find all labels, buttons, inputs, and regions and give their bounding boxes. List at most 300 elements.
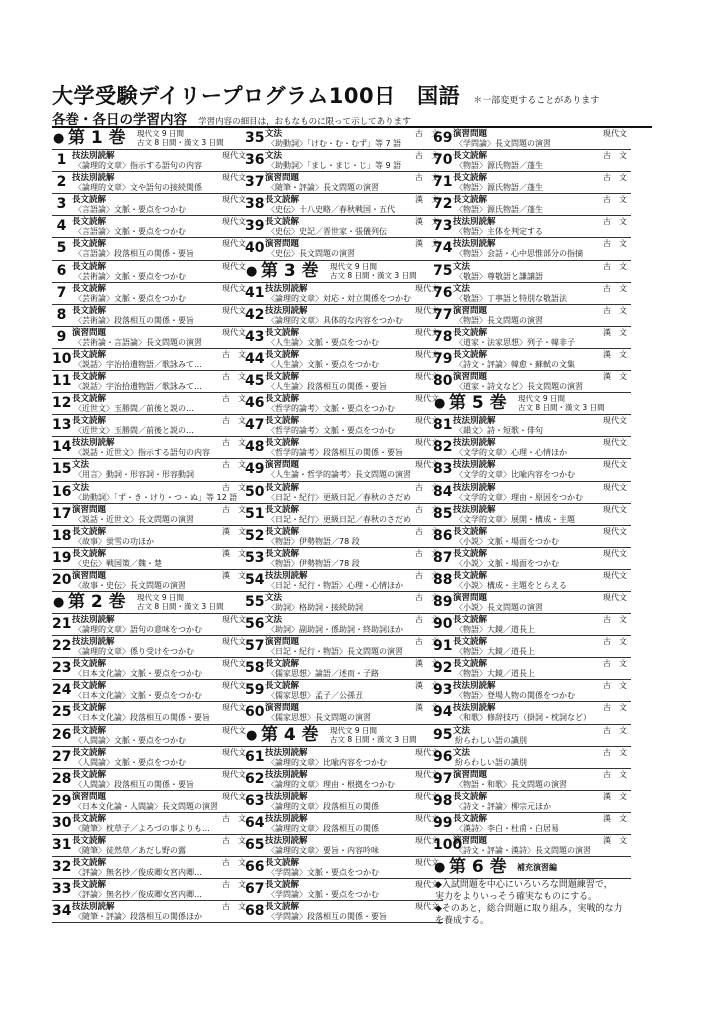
lesson-content: 〈説話・近世文〉長文問題の演習 bbox=[74, 514, 194, 524]
subject-category: 現代文 bbox=[415, 349, 439, 359]
lesson-content: 〈物語〉会話・心中思惟部分の指摘 bbox=[455, 249, 583, 259]
day-number: 57 bbox=[245, 638, 265, 655]
day-number: 100 bbox=[433, 837, 463, 853]
lesson-type: 技法別読解 bbox=[453, 482, 496, 493]
day-number: 37 bbox=[245, 174, 265, 191]
subject-category: 古 文 bbox=[603, 703, 627, 713]
lesson-content: 紛らわしい語の識別 bbox=[455, 757, 527, 767]
volume-header bbox=[52, 128, 250, 150]
day-entry bbox=[52, 636, 250, 658]
day-number: 70 bbox=[433, 152, 453, 169]
day-entry bbox=[52, 702, 250, 724]
lesson-content: 〈故事・史伝〉長文問題の演習 bbox=[74, 580, 186, 590]
lesson-content: 〈日本文化論・人間論〉長文問題の演習 bbox=[74, 801, 218, 811]
day-entry bbox=[433, 548, 631, 570]
subject-category: 古 文 bbox=[415, 482, 439, 492]
day-entry bbox=[52, 393, 250, 415]
lesson-content: 〈小説〉長文問題の演習 bbox=[455, 602, 543, 612]
lesson-type: 長文読解 bbox=[72, 769, 107, 780]
description-line: を養成する。 bbox=[435, 916, 490, 927]
day-entry bbox=[52, 305, 250, 327]
subject-category: 現代文 bbox=[603, 482, 627, 492]
day-number: 53 bbox=[245, 549, 265, 566]
subject-category: 古 文 bbox=[415, 615, 439, 625]
subject-category: 古 文 bbox=[415, 592, 439, 602]
subject-category: 現代文 bbox=[222, 151, 246, 161]
subject-category: 漢 文 bbox=[415, 703, 439, 713]
subject-category: 現代文 bbox=[415, 327, 439, 337]
lesson-content: 〈詩文・評論〉柳宗元ほか bbox=[455, 801, 551, 811]
subject-category: 現代文 bbox=[222, 261, 246, 271]
subject-category: 古 文 bbox=[415, 570, 439, 580]
lesson-type: 長文読解 bbox=[72, 261, 107, 272]
subject-category: 現代文 bbox=[222, 305, 246, 315]
lesson-type: 長文読解 bbox=[72, 349, 107, 360]
lesson-type: 長文読解 bbox=[72, 880, 107, 891]
day-entry bbox=[245, 283, 443, 305]
subtitle-block bbox=[52, 108, 411, 128]
subject-category: 古 文 bbox=[222, 858, 246, 868]
day-number: 29 bbox=[52, 792, 72, 809]
day-entry bbox=[52, 526, 250, 548]
subject-category: 現代文 bbox=[222, 659, 246, 669]
day-number: 27 bbox=[52, 748, 72, 765]
day-number: 87 bbox=[433, 549, 453, 566]
subject-category: 現代文 bbox=[415, 394, 439, 404]
subject-category: 古 文 bbox=[222, 902, 246, 912]
day-number: 55 bbox=[245, 593, 265, 610]
lesson-type: 技法別読解 bbox=[265, 283, 308, 294]
subject-category: 現代文 bbox=[603, 460, 627, 470]
bullet-icon: ● bbox=[53, 131, 65, 146]
subject-category: 古 文 bbox=[603, 637, 627, 647]
lesson-content: 〈儒家思想〉孟子／公孫丑 bbox=[267, 691, 363, 701]
day-entry bbox=[245, 835, 443, 857]
subject-category: 現代文 bbox=[415, 836, 439, 845]
subject-category: 現代文 bbox=[222, 195, 246, 205]
subject-category: 古 文 bbox=[603, 305, 627, 315]
lesson-type: 長文読解 bbox=[265, 681, 300, 692]
day-entry bbox=[245, 150, 443, 172]
day-entry bbox=[245, 459, 443, 481]
lesson-type: 長文読解 bbox=[72, 217, 107, 228]
day-entry bbox=[245, 813, 443, 835]
lesson-type: 演習問題 bbox=[72, 791, 107, 802]
lesson-type: 長文読解 bbox=[72, 239, 107, 250]
lesson-type: 文法 bbox=[453, 725, 471, 736]
day-entry bbox=[52, 415, 250, 437]
day-number: 15 bbox=[52, 461, 72, 478]
subject-category: 現代文 bbox=[415, 902, 439, 912]
day-number: 74 bbox=[433, 240, 453, 257]
subject-category: 漢 文 bbox=[415, 217, 439, 227]
schedule-column-3 bbox=[433, 128, 631, 928]
subject-category: 現代文 bbox=[603, 416, 627, 426]
subject-category: 古 文 bbox=[222, 438, 246, 448]
lesson-content: 〈説話・近世文〉指示する語句の内容 bbox=[74, 448, 210, 458]
volume-days-line2: 古文 8 日間・漢文 3 日間 bbox=[330, 734, 417, 744]
lesson-type: 演習問題 bbox=[265, 637, 300, 648]
lesson-type: 長文読解 bbox=[265, 858, 300, 869]
volume-title: 第 6 巻 bbox=[449, 857, 507, 878]
day-entry bbox=[52, 725, 250, 747]
subject-category: 現代文 bbox=[415, 769, 439, 779]
day-number: 68 bbox=[245, 903, 265, 920]
day-entry bbox=[52, 769, 250, 791]
day-number: 24 bbox=[52, 682, 72, 699]
subject-category: 現代文 bbox=[222, 769, 246, 779]
lesson-content: 〈史伝〉十八史略／春秋戦国・五代 bbox=[267, 205, 395, 215]
lesson-type: 長文読解 bbox=[453, 151, 488, 162]
section-heading: 各巻・各日の学習内容 bbox=[52, 112, 187, 128]
day-number: 45 bbox=[245, 373, 265, 390]
subject-category: 漢 文 bbox=[603, 349, 627, 359]
day-entry bbox=[245, 305, 443, 327]
lesson-type: 長文読解 bbox=[265, 526, 300, 537]
lesson-content: 〈随筆・評論〉段落相互の関係ほか bbox=[74, 912, 202, 922]
lesson-type: 演習問題 bbox=[265, 239, 300, 250]
lesson-type: 技法別読解 bbox=[453, 681, 496, 692]
lesson-content: 〈助動詞〉「けむ・む・むず」等 7 語 bbox=[267, 139, 402, 148]
lesson-content: 〈儒家思想〉長文問題の演習 bbox=[267, 713, 371, 723]
subject-category: 漢 文 bbox=[415, 239, 439, 249]
lesson-type: 長文読解 bbox=[72, 836, 107, 846]
subject-category: 古 文 bbox=[222, 394, 246, 404]
day-entry bbox=[245, 216, 443, 238]
day-number: 90 bbox=[433, 616, 453, 633]
subject-category: 現代文 bbox=[415, 305, 439, 315]
day-number: 56 bbox=[245, 616, 265, 633]
lesson-content: 〈助動詞〉「ず・き・けり・つ・ぬ」等 12 語 bbox=[74, 492, 238, 502]
day-number: 72 bbox=[433, 196, 453, 213]
lesson-content: 〈史伝〉史記／晋世家・張儀列伝 bbox=[267, 227, 387, 237]
subject-category: 漢 文 bbox=[603, 372, 627, 382]
day-number: 82 bbox=[433, 439, 453, 456]
day-number: 62 bbox=[245, 770, 265, 787]
day-entry bbox=[433, 658, 631, 680]
day-entry bbox=[52, 504, 250, 526]
day-number: 50 bbox=[245, 483, 265, 500]
lesson-type: 長文読解 bbox=[265, 217, 300, 228]
lesson-type: 長文読解 bbox=[453, 791, 488, 802]
lesson-content: 〈人生論〉文脈・要点をつかむ bbox=[267, 337, 379, 347]
day-number: 49 bbox=[245, 461, 265, 478]
change-note: ＊一部変更することがあります bbox=[473, 96, 600, 106]
subject-category: 漢 文 bbox=[222, 526, 246, 536]
day-entry bbox=[245, 128, 443, 150]
day-entry bbox=[245, 482, 443, 504]
subject-category: 現代文 bbox=[415, 880, 439, 890]
day-number: 76 bbox=[433, 284, 453, 301]
day-entry bbox=[245, 349, 443, 371]
day-entry bbox=[52, 327, 250, 349]
lesson-type: 演習問題 bbox=[265, 173, 300, 184]
volume-days-line2: 古文 8 日間・漢文 3 日間 bbox=[330, 270, 417, 280]
lesson-content: 〈論理的文章〉対応・対立関係をつかむ bbox=[267, 293, 411, 303]
lesson-type: 演習問題 bbox=[453, 769, 488, 780]
lesson-type: 技法別読解 bbox=[265, 836, 308, 846]
day-entry bbox=[52, 194, 250, 216]
day-number: 71 bbox=[433, 174, 453, 191]
lesson-content: 〈物語〉大鏡／道長上 bbox=[455, 625, 535, 635]
day-number: 51 bbox=[245, 505, 265, 522]
lesson-type: 長文読解 bbox=[453, 637, 488, 648]
lesson-type: 技法別読解 bbox=[72, 173, 115, 184]
day-number: 42 bbox=[245, 306, 265, 323]
subject-category: 現代文 bbox=[415, 747, 439, 757]
subject-category: 現代文 bbox=[603, 504, 627, 514]
day-entry bbox=[433, 636, 631, 658]
lesson-type: 技法別読解 bbox=[453, 416, 496, 427]
day-number: 47 bbox=[245, 417, 265, 434]
lesson-content: 〈漢詩〉李白・杜甫・白居易 bbox=[455, 823, 559, 833]
day-number: 8 bbox=[56, 306, 67, 323]
day-number: 69 bbox=[433, 130, 453, 146]
description-line: ◆そのあと，総合問題に取り組み，実戦的な力 bbox=[435, 904, 623, 915]
subject-category: 古 文 bbox=[603, 239, 627, 249]
lesson-content: 〈小説〉文脈・場面をつかむ bbox=[455, 558, 559, 568]
day-number: 65 bbox=[245, 837, 265, 853]
day-number: 11 bbox=[52, 373, 72, 390]
subject-category: 現代文 bbox=[603, 526, 627, 536]
day-entry bbox=[433, 371, 631, 393]
day-entry bbox=[433, 283, 631, 305]
day-number: 14 bbox=[52, 439, 72, 456]
lesson-type: 長文読解 bbox=[265, 195, 300, 206]
day-number: 66 bbox=[245, 859, 265, 876]
day-entry bbox=[433, 305, 631, 327]
day-entry bbox=[52, 349, 250, 371]
lesson-content: 〈物語〉主体を判定する bbox=[455, 227, 543, 237]
lesson-type: 長文読解 bbox=[453, 813, 488, 824]
day-number: 4 bbox=[56, 218, 67, 235]
subject-category: 古 文 bbox=[603, 725, 627, 735]
lesson-type: 長文読解 bbox=[265, 349, 300, 360]
lesson-content: 〈日記・紀行〉更級日記／春秋のさだめ bbox=[267, 492, 411, 502]
subject-category: 現代文 bbox=[415, 858, 439, 868]
day-entry bbox=[433, 194, 631, 216]
day-entry bbox=[433, 437, 631, 459]
day-number: 33 bbox=[52, 881, 72, 898]
day-number: 23 bbox=[52, 660, 72, 677]
lesson-type: 演習問題 bbox=[265, 460, 300, 471]
day-entry bbox=[245, 747, 443, 769]
lesson-content: 〈日本文化論〉文脈・要点をつかむ bbox=[74, 691, 202, 701]
day-entry bbox=[52, 791, 250, 813]
subject-category: 古 文 bbox=[222, 372, 246, 382]
lesson-content: 〈言語論〉文脈・要点をつかむ bbox=[74, 227, 186, 237]
subject-category: 古 文 bbox=[222, 504, 246, 514]
lesson-type: 長文読解 bbox=[453, 173, 488, 184]
day-entry bbox=[52, 680, 250, 702]
lesson-content: 〈助詞〉副助詞・係助詞・終助詞ほか bbox=[267, 625, 403, 635]
day-number: 94 bbox=[433, 704, 453, 721]
volume-title: 第 5 巻 bbox=[449, 393, 507, 414]
subject-category: 古 文 bbox=[603, 173, 627, 183]
day-entry bbox=[245, 570, 443, 592]
lesson-type: 技法別読解 bbox=[265, 747, 308, 758]
lesson-content: 〈道家・詩文など〉長文問題の演習 bbox=[455, 382, 584, 392]
lesson-type: 技法別読解 bbox=[265, 769, 308, 780]
day-number: 13 bbox=[52, 417, 72, 434]
day-entry bbox=[433, 482, 631, 504]
subject-category: 古 文 bbox=[603, 769, 627, 779]
day-number: 20 bbox=[52, 571, 72, 588]
lesson-content: 〈説話〉宇治拾遺物語／歌詠みて… bbox=[74, 382, 202, 392]
lesson-content: 紛らわしい語の識別 bbox=[455, 735, 527, 745]
lesson-type: 長文読解 bbox=[265, 659, 300, 670]
day-entry bbox=[245, 769, 443, 791]
lesson-type: 技法別読解 bbox=[265, 570, 308, 581]
day-entry bbox=[52, 835, 250, 857]
lesson-type: 技法別読解 bbox=[72, 438, 115, 449]
day-entry bbox=[52, 261, 250, 283]
lesson-type: 長文読解 bbox=[72, 858, 107, 869]
volume-days-line2: 古文 8 日間・漢文 3 日間 bbox=[137, 138, 224, 147]
lesson-content: 〈文学的文章〉理由・原因をつかむ bbox=[455, 492, 583, 502]
lesson-type: 長文読解 bbox=[72, 747, 107, 758]
subject-category: 古 文 bbox=[222, 813, 246, 823]
day-number: 28 bbox=[52, 770, 72, 787]
day-number: 80 bbox=[433, 373, 453, 390]
lesson-content: 〈随筆〉徒然草／あだし野の露 bbox=[74, 846, 186, 855]
day-entry bbox=[245, 526, 443, 548]
day-entry bbox=[52, 879, 250, 901]
lesson-type: 長文読解 bbox=[453, 570, 488, 581]
lesson-type: 長文読解 bbox=[72, 659, 107, 670]
lesson-content: 〈日記・紀行〉更級日記／春秋のさだめ bbox=[267, 514, 411, 524]
lesson-type: 演習問題 bbox=[453, 372, 488, 383]
lesson-content: 〈論理的文章〉指示する語句の内容 bbox=[74, 161, 202, 171]
lesson-content: 〈史伝〉長文問題の演習 bbox=[267, 249, 355, 259]
day-number: 10 bbox=[52, 350, 72, 367]
lesson-content: 〈物語〉源氏物語／蓬生 bbox=[455, 183, 543, 193]
day-entry bbox=[52, 747, 250, 769]
lesson-content: 〈小説〉文脈・場面をつかむ bbox=[455, 536, 559, 546]
lesson-type: 長文読解 bbox=[265, 372, 300, 383]
day-entry bbox=[433, 238, 631, 260]
lesson-content: 〈論理的文章〉段落相互の関係 bbox=[267, 801, 379, 811]
day-number: 21 bbox=[52, 616, 72, 633]
day-number: 34 bbox=[52, 903, 72, 920]
day-number: 64 bbox=[245, 814, 265, 831]
day-entry bbox=[433, 504, 631, 526]
lesson-type: 技法別読解 bbox=[453, 217, 496, 228]
lesson-content: 〈芸術論・言語論〉長文問題の演習 bbox=[74, 337, 202, 347]
page-title: 大学受験デイリープログラム100日 国語 bbox=[52, 84, 461, 108]
volume-title: 第 1 巻 bbox=[68, 128, 126, 148]
lesson-type: 技法別読解 bbox=[72, 637, 115, 648]
day-entry bbox=[433, 791, 631, 813]
lesson-content: 〈学問論〉段落相互の関係・要旨 bbox=[267, 912, 387, 922]
day-entry bbox=[52, 813, 250, 835]
lesson-content: 〈人間論〉段落相互の関係・要旨 bbox=[74, 779, 194, 789]
day-number: 85 bbox=[433, 505, 453, 522]
lesson-type: 技法別読解 bbox=[453, 438, 496, 449]
day-entry bbox=[52, 172, 250, 194]
subject-category: 現代文 bbox=[222, 217, 246, 227]
day-number: 41 bbox=[245, 284, 265, 301]
day-number: 99 bbox=[433, 814, 453, 831]
subject-category: 古 文 bbox=[603, 151, 627, 161]
volume-days-line1: 現代文 9 日間 bbox=[330, 261, 378, 271]
day-number: 44 bbox=[245, 350, 265, 367]
day-entry bbox=[245, 702, 443, 724]
day-entry bbox=[245, 393, 446, 415]
description-line: ◆入試問題を中心にいろいろな問題練習で， bbox=[435, 880, 613, 891]
lesson-content: 〈学問論〉文脈・要点をつかむ bbox=[267, 868, 379, 878]
lesson-content: 〈哲学的論考〉文脈・要点をつかむ bbox=[267, 404, 395, 414]
subject-category: 現代文 bbox=[603, 592, 627, 602]
lesson-type: 演習問題 bbox=[72, 570, 107, 581]
day-number: 16 bbox=[52, 483, 72, 500]
volume-days-line1: 現代文 9 日間 bbox=[518, 394, 566, 404]
lesson-type: 文法 bbox=[265, 592, 283, 603]
lesson-type: 演習問題 bbox=[265, 703, 300, 714]
subject-category: 古 文 bbox=[415, 173, 439, 183]
day-entry bbox=[52, 548, 250, 570]
lesson-type: 長文読解 bbox=[72, 526, 107, 537]
lesson-type: 文法 bbox=[265, 615, 283, 626]
day-entry bbox=[433, 702, 631, 724]
lesson-type: 長文読解 bbox=[265, 394, 300, 405]
day-entry bbox=[433, 150, 631, 172]
day-entry bbox=[245, 172, 443, 194]
lesson-type: 長文読解 bbox=[265, 438, 300, 449]
lesson-type: 技法別読解 bbox=[265, 813, 308, 824]
day-number: 91 bbox=[433, 638, 453, 655]
day-entry bbox=[245, 879, 443, 901]
day-number: 3 bbox=[56, 196, 67, 213]
lesson-content: 〈論理的文章〉段落相互の関係 bbox=[267, 823, 379, 833]
subject-category: 古 文 bbox=[415, 151, 439, 161]
day-number: 1 bbox=[56, 152, 67, 169]
subject-category: 古 文 bbox=[222, 836, 246, 845]
day-entry bbox=[245, 437, 443, 459]
subject-category: 現代文 bbox=[415, 813, 439, 823]
lesson-content: 〈哲学的論考〉段落相互の関係・要旨 bbox=[267, 448, 403, 458]
subject-category: 漢 文 bbox=[603, 836, 627, 845]
lesson-content: 〈助動詞〉「まし・まじ・じ」等 9 語 bbox=[267, 161, 402, 171]
subject-category: 古 文 bbox=[415, 504, 439, 514]
lesson-content: 〈詩文・評論〉韓愈・蘇軾の文集 bbox=[455, 359, 575, 369]
lesson-content: 〈芸術論〉段落相互の関係・要旨 bbox=[74, 315, 194, 325]
subject-category: 現代文 bbox=[415, 283, 439, 293]
day-number: 75 bbox=[433, 262, 453, 279]
subject-category: 古 文 bbox=[415, 129, 439, 138]
day-number: 52 bbox=[245, 527, 265, 544]
lesson-type: 演習問題 bbox=[453, 305, 488, 316]
lesson-content: 〈用言〉動詞・形容詞・形容動詞 bbox=[74, 470, 194, 480]
day-number: 96 bbox=[433, 748, 453, 765]
day-entry bbox=[433, 327, 631, 349]
day-number: 40 bbox=[245, 240, 265, 257]
lesson-content: 〈哲学的論考〉文脈・要点をつかむ bbox=[267, 426, 395, 436]
lesson-type: 技法別読解 bbox=[72, 615, 115, 626]
day-entry bbox=[433, 261, 631, 283]
day-number: 19 bbox=[52, 549, 72, 566]
day-number: 61 bbox=[245, 748, 265, 765]
lesson-content: 〈敬語〉尊敬語と謙譲語 bbox=[455, 271, 543, 281]
volume-title: 第 4 巻 bbox=[261, 724, 319, 745]
lesson-content: 〈人間論〉文脈・要点をつかむ bbox=[74, 757, 186, 767]
day-entry bbox=[245, 658, 443, 680]
subject-category: 現代文 bbox=[222, 747, 246, 757]
subject-category: 漢 文 bbox=[415, 659, 439, 669]
lesson-type: 長文読解 bbox=[72, 548, 107, 559]
day-number: 39 bbox=[245, 218, 265, 235]
subject-category: 漢 文 bbox=[603, 791, 627, 801]
